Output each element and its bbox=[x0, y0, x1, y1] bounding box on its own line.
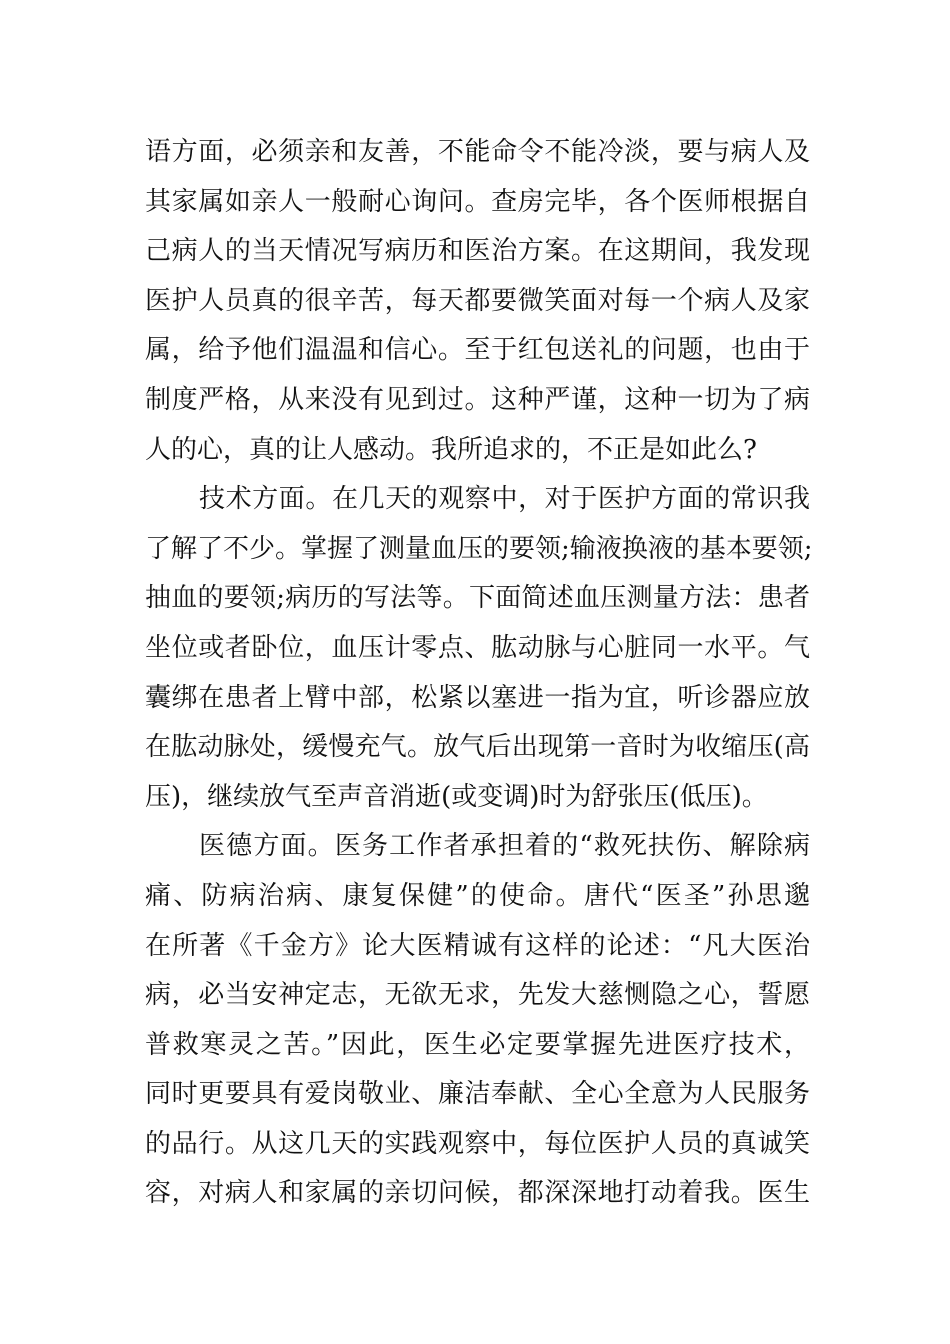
text-line: 在所著《千金方》论大医精诚有这样的论述：“凡大医治 bbox=[145, 930, 810, 961]
paragraph-1 bbox=[145, 128, 810, 475]
text-line: 普救寒灵之苦。”因此，医生必定要掌握先进医疗技术， bbox=[145, 1029, 810, 1060]
text-line: 属，给予他们温温和信心。至于红包送礼的问题，也由于 bbox=[145, 335, 810, 366]
text-line: 坐位或者卧位，血压计零点、肱动脉与心脏同一水平。气 bbox=[145, 632, 810, 663]
text-line: 制度严格，从来没有见到过。这种严谨，这种一切为了病 bbox=[145, 384, 810, 415]
text-line: 人的心，真的让人感动。我所追求的，不正是如此么? bbox=[145, 434, 757, 465]
text-line: 囊绑在患者上臂中部，松紧以塞进一指为宜，听诊器应放 bbox=[145, 682, 810, 713]
text-line: 技术方面。在几天的观察中，对于医护方面的常识我 bbox=[199, 484, 810, 515]
text-line: 医德方面。医务工作者承担着的“救死扶伤、解除病 bbox=[199, 831, 810, 862]
document-body bbox=[145, 128, 813, 1219]
paragraph-2 bbox=[145, 475, 813, 822]
text-line: 在肱动脉处，缓慢充气。放气后出现第一音时为收缩压(高 bbox=[145, 732, 810, 763]
text-line: 痛、防病治病、康复保健”的使命。唐代“医圣”孙思邈 bbox=[145, 880, 810, 911]
text-line: 抽血的要领;病历的写法等。下面简述血压测量方法：患者 bbox=[145, 583, 810, 614]
text-line: 其家属如亲人一般耐心询问。查房完毕，各个医师根据自 bbox=[145, 186, 810, 217]
text-line: 医护人员真的很辛苦，每天都要微笑面对每一个病人及家 bbox=[145, 285, 810, 316]
text-line: 压)，继续放气至声音消逝(或变调)时为舒张压(低压)。 bbox=[145, 781, 768, 812]
text-line: 同时更要具有爱岗敬业、廉洁奉献、全心全意为人民服务 bbox=[145, 1079, 810, 1110]
text-line: 己病人的当天情况写病历和医治方案。在这期间，我发现 bbox=[145, 236, 810, 267]
paragraph-3 bbox=[145, 822, 810, 1219]
text-line: 了解了不少。掌握了测量血压的要领;输液换液的基本要领; bbox=[145, 533, 813, 564]
text-line: 语方面，必须亲和友善，不能命令不能冷淡，要与病人及 bbox=[145, 137, 810, 167]
text-line: 容，对病人和家属的亲切问候，都深深地打动着我。医生 bbox=[145, 1178, 810, 1209]
text-line: 的品行。从这几天的实践观察中，每位医护人员的真诚笑 bbox=[145, 1128, 810, 1159]
text-line: 病，必当安神定志，无欲无求，先发大慈恻隐之心，誓愿 bbox=[145, 980, 810, 1011]
